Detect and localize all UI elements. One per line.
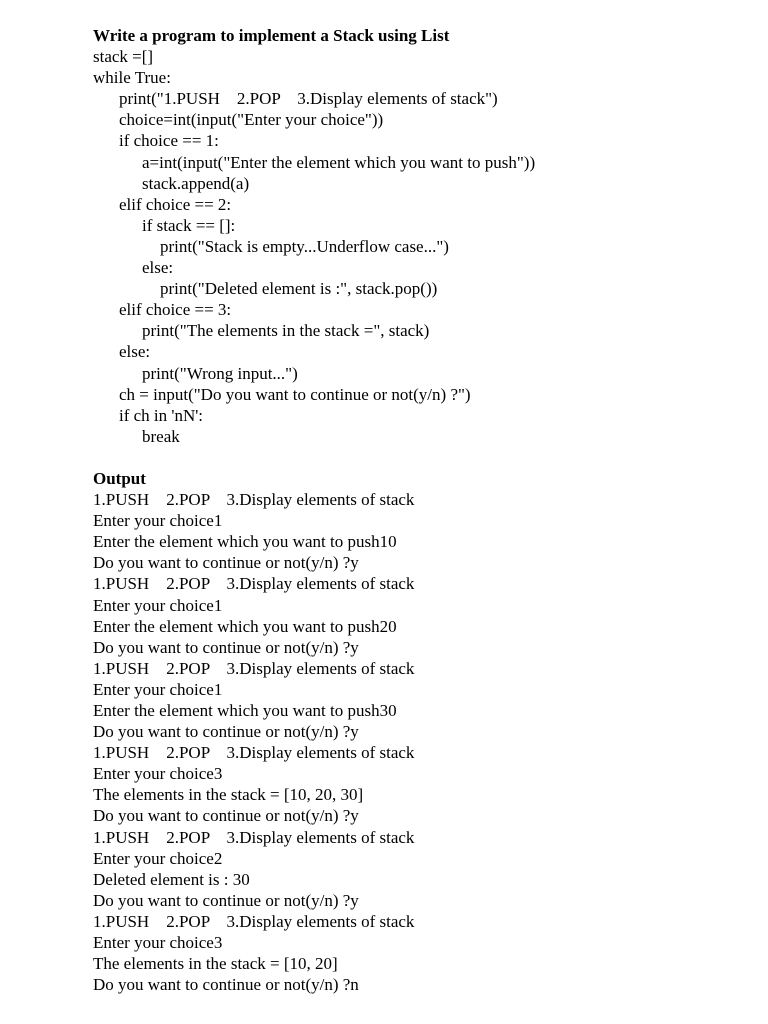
code-line: if stack == []: bbox=[142, 215, 236, 235]
output-line: Enter your choice1 bbox=[93, 595, 223, 615]
code-line: a=int(input("Enter the element which you want to push")) bbox=[142, 152, 536, 172]
code-line: stack.append(a) bbox=[142, 173, 250, 193]
code-line: ch = input("Do you want to continue or not(y/n) ?") bbox=[119, 384, 471, 404]
output-line: Enter your choice3 bbox=[93, 933, 223, 953]
code-line: break bbox=[142, 426, 180, 446]
code-line: choice=int(input("Enter your choice")) bbox=[119, 110, 384, 130]
code-line: print("Wrong input...") bbox=[142, 363, 298, 383]
output-line: Do you want to continue or not(y/n) ?y bbox=[93, 637, 359, 657]
output-line: 1.PUSH 2.POP 3.Display elements of stack bbox=[93, 911, 415, 931]
code-line: print("Stack is empty...Underflow case...") bbox=[160, 236, 449, 256]
code-line: stack =[] bbox=[93, 47, 154, 67]
code-line: else: bbox=[142, 258, 174, 278]
code-block bbox=[93, 46, 743, 447]
output-line: 1.PUSH 2.POP 3.Display elements of stack bbox=[93, 743, 415, 763]
output-line: Enter your choice2 bbox=[93, 848, 223, 868]
code-line: else: bbox=[119, 342, 151, 362]
output-line: Deleted element is : 30 bbox=[93, 869, 250, 889]
output-line: 1.PUSH 2.POP 3.Display elements of stack bbox=[93, 490, 415, 510]
code-line: if ch in 'nN': bbox=[119, 405, 204, 425]
output-line: Enter the element which you want to push30 bbox=[93, 701, 397, 720]
output-line: Enter your choice1 bbox=[93, 679, 223, 699]
output-line: Enter the element which you want to push10 bbox=[93, 532, 397, 552]
output-line: Enter your choice3 bbox=[93, 764, 223, 784]
output-line: 1.PUSH 2.POP 3.Display elements of stack bbox=[93, 658, 415, 678]
document-body bbox=[93, 25, 743, 995]
document-title: Write a program to implement a Stack using List bbox=[93, 26, 450, 45]
code-line: print("Deleted element is :", stack.pop()) bbox=[160, 279, 438, 299]
code-line: print("The elements in the stack =", stack) bbox=[142, 321, 430, 341]
section-spacer bbox=[93, 447, 743, 468]
output-line: Do you want to continue or not(y/n) ?n bbox=[93, 975, 359, 995]
output-line: 1.PUSH 2.POP 3.Display elements of stack bbox=[93, 574, 415, 594]
code-line: elif choice == 2: bbox=[119, 194, 232, 214]
output-line: Do you want to continue or not(y/n) ?y bbox=[93, 722, 359, 742]
output-line: Do you want to continue or not(y/n) ?y bbox=[93, 890, 359, 910]
output-line: Do you want to continue or not(y/n) ?y bbox=[93, 806, 359, 826]
code-line: print("1.PUSH 2.POP 3.Display elements of stack") bbox=[119, 89, 498, 109]
output-line: Do you want to continue or not(y/n) ?y bbox=[93, 553, 359, 573]
output-heading: Output bbox=[93, 468, 146, 488]
output-line: 1.PUSH 2.POP 3.Display elements of stack bbox=[93, 827, 415, 847]
code-line: if choice == 1: bbox=[119, 131, 219, 151]
output-block bbox=[93, 489, 743, 995]
output-line: The elements in the stack = [10, 20] bbox=[93, 954, 338, 974]
code-line: while True: bbox=[93, 68, 171, 88]
output-line: Enter the element which you want to push20 bbox=[93, 616, 397, 636]
output-line: The elements in the stack = [10, 20, 30] bbox=[93, 785, 364, 805]
output-line: Enter your choice1 bbox=[93, 511, 223, 531]
code-line: elif choice == 3: bbox=[119, 300, 232, 320]
